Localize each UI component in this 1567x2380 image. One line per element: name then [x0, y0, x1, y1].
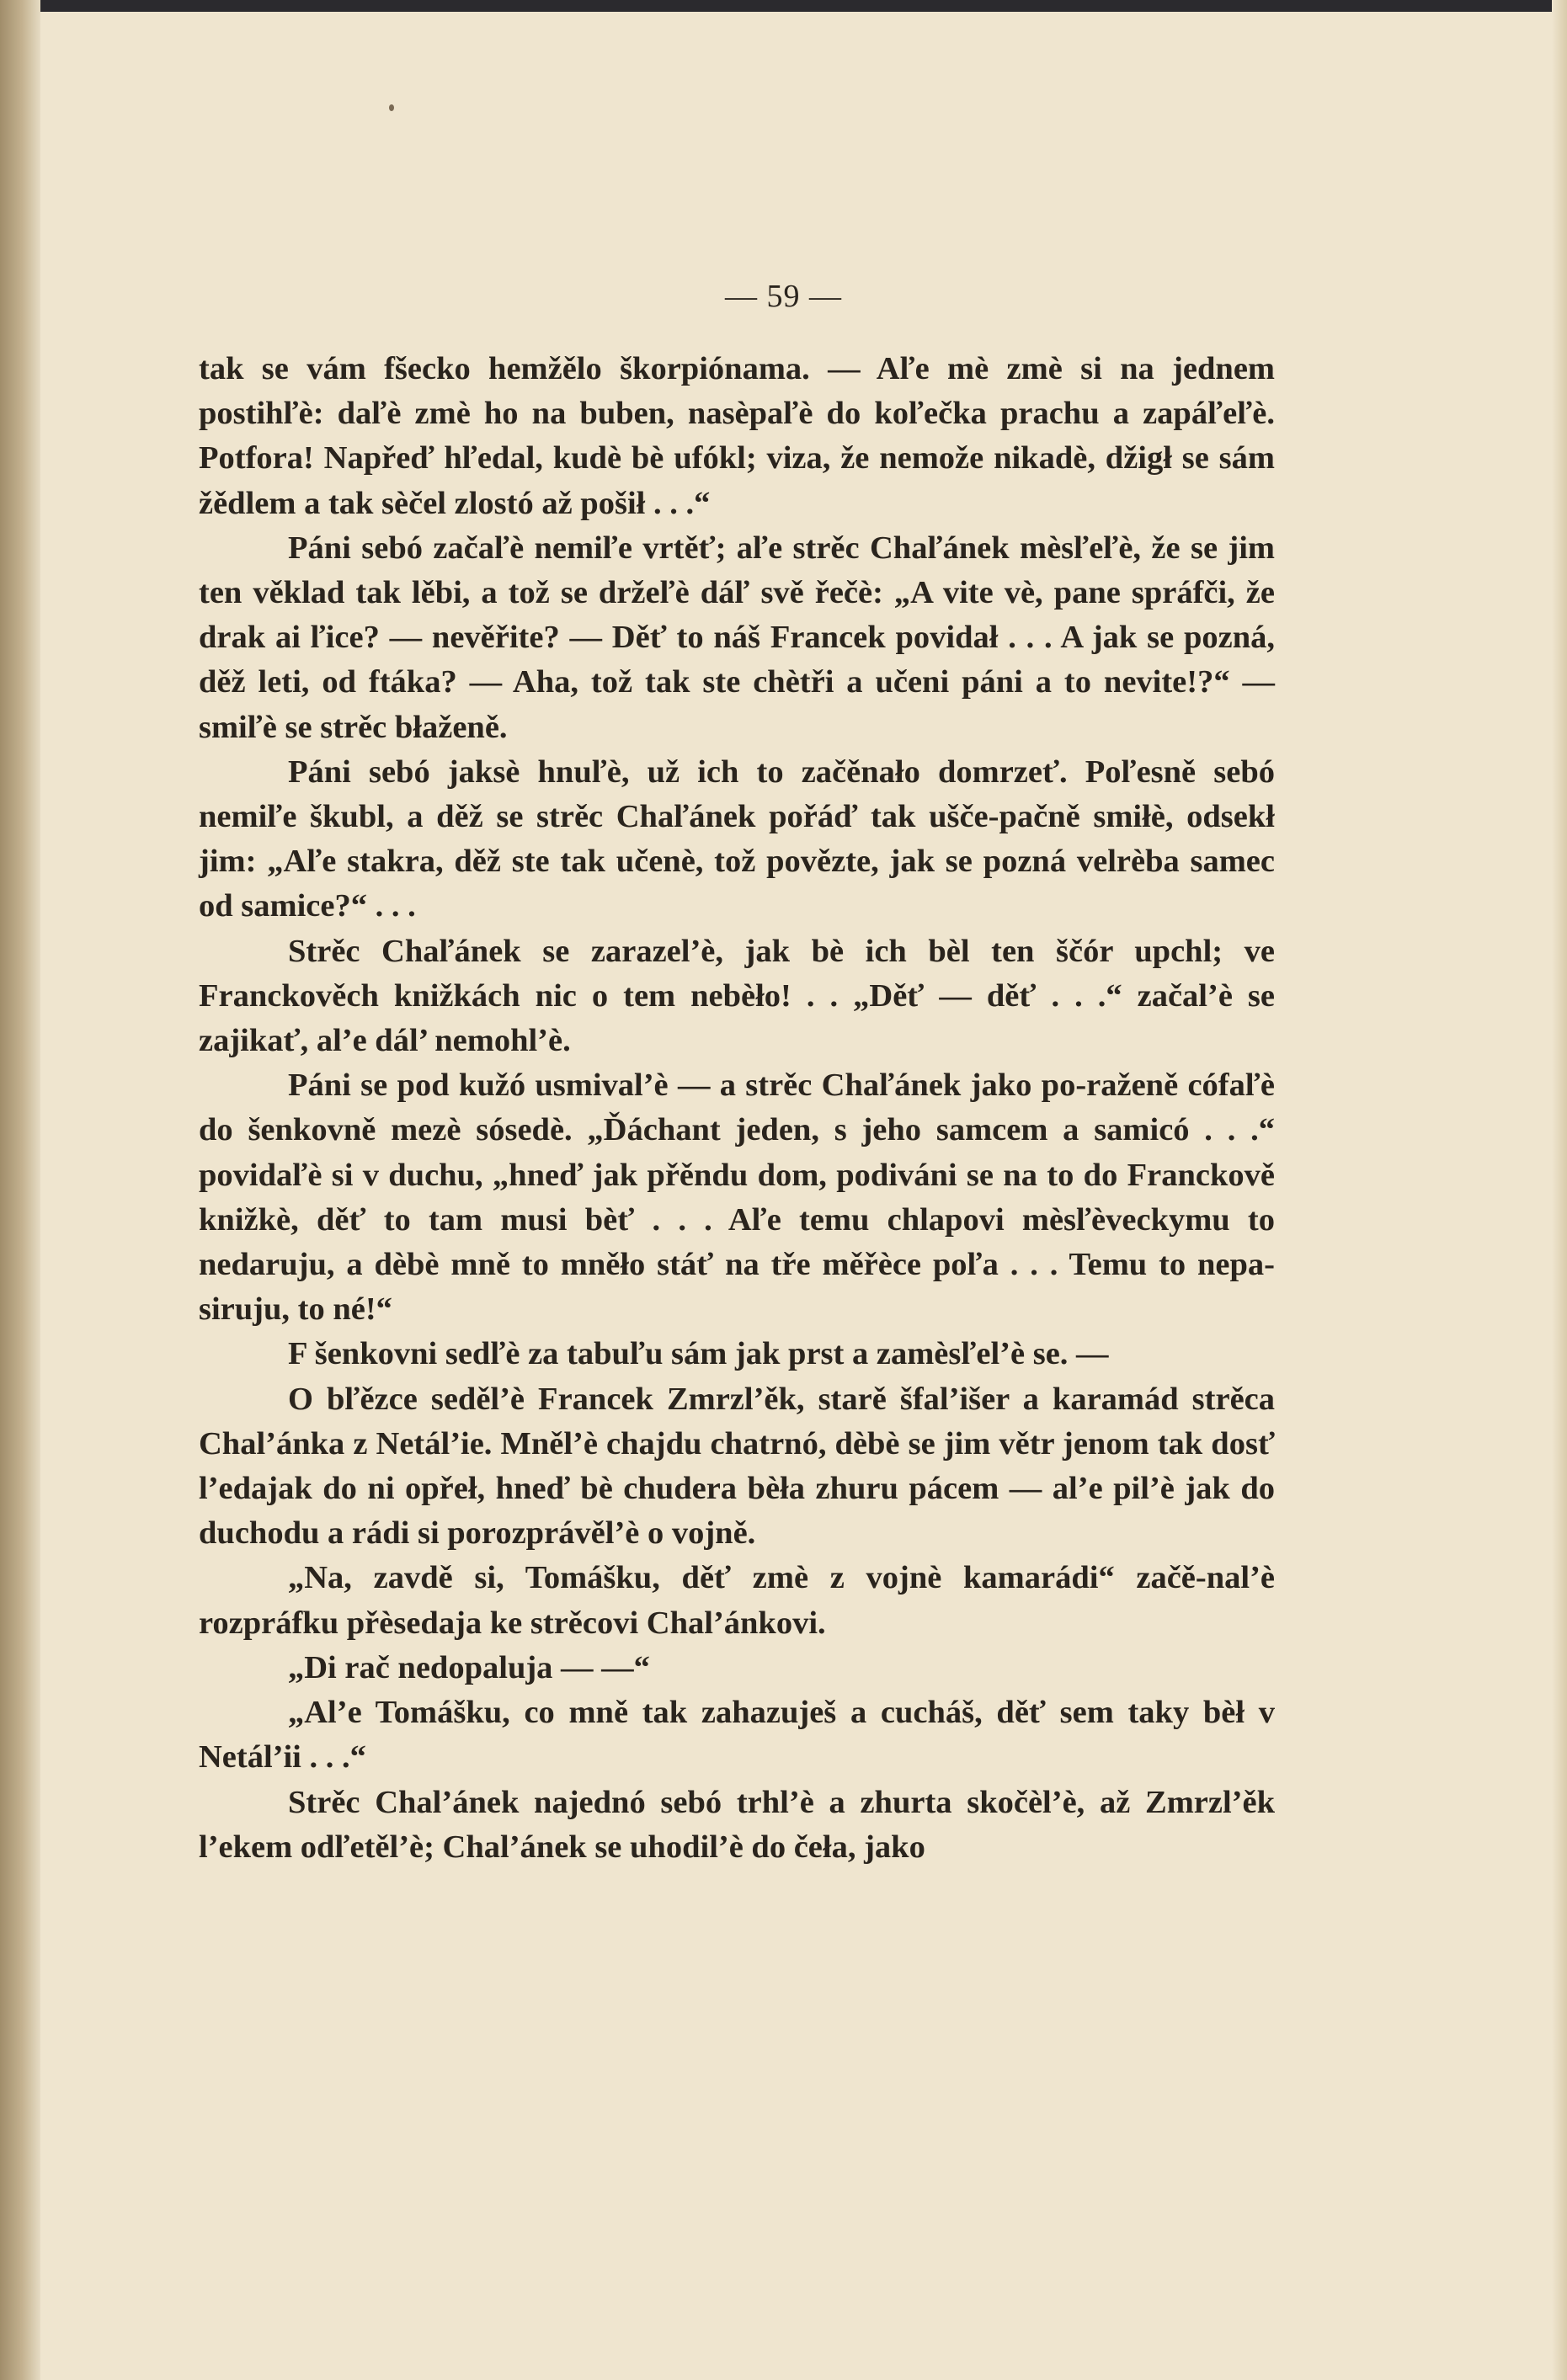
paragraph-11: Strěc Chal’ánek najednó sebó trhl’è a zhurta skočèl’è, až Zmrzl’ěk l’ekem odľetěl’è; Chal’ánek se uhodil’è do čeła, jako — [199, 1784, 1275, 1865]
paragraph-4: Strěc Chaľánek se zarazel’è, jak bè ich bèl ten ščór upchl; ve Franckověch knižkách nic o tem nebèło! . . „Děť — děť . . .“ začal’è se zajikať, al’e dál’ nemohl’è. — [199, 933, 1275, 1059]
paragraph-5: Páni se pod kužó usmival’è — a strěc Chaľánek jako po-raženě cófaľè do šenkovně mezè sósedè. „Ďáchant jeden, s jeho samcem a samicó . . .“ povidaľè si v duchu, „hneď jak přěndu dom, podiváni se na to do Franckově knižkè, děť to tam musi bèť . . . Aľe temu chlapovi mèsľèveckymu to nedaruju, a dèbè mně to mněło stáť na tře měřèce poľa . . . Temu to nepa-siruju, to né!“ — [199, 1068, 1275, 1328]
paragraph-10: „Al’e Tomášku, co mně tak zahazuješ a cucháš, děť sem taky bèł v Netál’ii . . .“ — [199, 1695, 1275, 1776]
body-text — [199, 347, 1275, 1870]
paragraph-3: Páni sebó jaksè hnuľè, už ich to začěnało domrzeť. Poľesně sebó nemiľe škubl, a děž se strěc Chaľánek pořáď tak ušče-pačně smiłè, odsekł jim: „Aľe stakra, děž ste tak učenè, tož povězte, jak se pozná velrèba samec od samice?“ . . . — [199, 753, 1275, 924]
paper-speck — [389, 104, 394, 111]
paragraph-7: O bľězce seděl’è Francek Zmrzl’ěk, starě šfal’išer a karamád strěca Chal’ánka z Netál’ie. Mněl’è chajdu chatrnó, dèbè se jim větr jenom tak dosť l’edajak do ni opřeł, hneď bè chudera bèła zhuru pácem — al’e pil’è jak do duchodu a rádi si porozprávěl’è o vojně. — [199, 1381, 1275, 1552]
paragraph-8: „Na, zavdě si, Tomášku, děť zmè z vojnè kamarádi“ začě-nal’è rozpráfku přèsedaja ke strěcovi Chal’ánkovi. — [199, 1560, 1275, 1641]
page-binding-shadow — [0, 0, 40, 2380]
page-right-edge — [1552, 0, 1567, 2380]
paragraph-9: „Di rač nedopaluja — —“ — [288, 1649, 650, 1685]
paragraph-1: tak se vám fšecko hemžělo škorpiónama. — Aľe mè zmè si na jednem postihľè: daľè zmè ho na buben, nasèpaľè do koľečka prachu a zapáľeľè. Potfora! Napřeď hľedal, kudè bè ufókl; viza, že nemože nikadè, džigł se sám žědlem a tak sèčel zlostó až pošił . . .“ — [199, 351, 1275, 521]
page-number: — 59 — — [725, 279, 842, 314]
scan-top-edge — [0, 0, 1567, 12]
paragraph-6: F šenkovni sedľè za tabuľu sám jak prst a zamèsľel’è se. — — [288, 1336, 1109, 1372]
paragraph-2: Páni sebó začaľè nemiľe vrtěť; aľe strěc Chaľánek mèsľeľè, že se jim ten věklad tak lěbi, a tož se držeľè dáľ svě řečè: „A vite vè, pane spráfči, že drak ai ľice? — nevěřite? — Děť to náš Francek povidał . . . A jak se pozná, děž leti, od ftáka? — Aha, tož tak ste chètři a učeni páni a to nevite!?“ — smiľè se strěc błaženě. — [199, 530, 1275, 745]
